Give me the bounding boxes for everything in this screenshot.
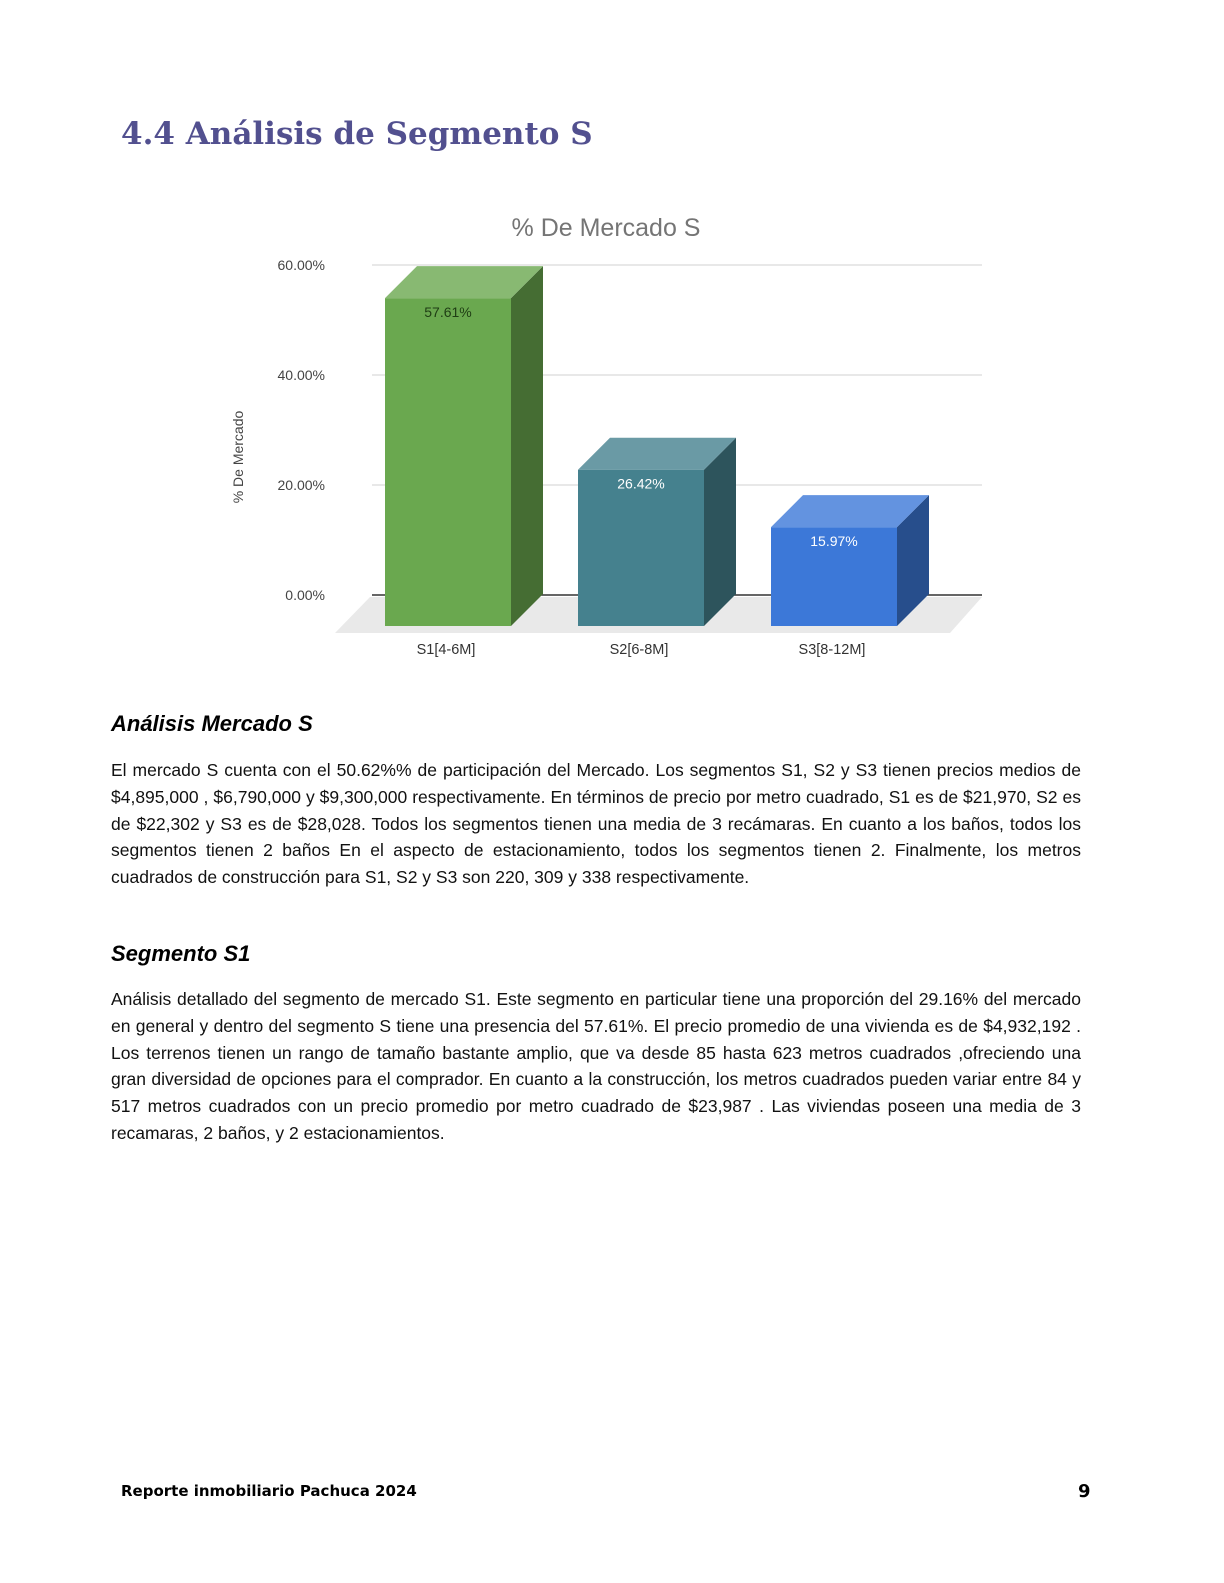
paragraph-segmento-s1: Análisis detallado del segmento de mercado S1. Este segmento en particular tiene una proporción del 29.16% del mercado en general y dentro del segmento S tiene una presencia del 57.61%. El precio promedio de una vivienda es de $4,932,192 . Los terrenos tienen un rango de tamaño bastante amplio, que va desde 85 hasta 623 metros cuadrados ,ofreciendo una gran diversidad de opciones para el comprador. En cuanto a la construcción, los metros cuadrados pueden variar entre 84 y 517 metros cuadrados con un precio promedio por metro cuadrado de $23,987 . Las viviendas poseen una media de 3 recamaras, 2 baños, y 2 estacionamientos.: [111, 989, 1081, 1143]
section-title-segmento-s1: Segmento S1: [111, 941, 251, 966]
bar-front: [578, 470, 704, 626]
bar-side: [704, 438, 736, 626]
footer-report-title: Reporte inmobiliario Pachuca 2024: [121, 1482, 417, 1500]
market-share-chart: [220, 195, 1010, 675]
bar-value-label: 57.61%: [424, 304, 472, 321]
bar-3: [771, 495, 929, 626]
bar-value-label: 26.42%: [617, 475, 665, 492]
footer-page-number: 9: [1078, 1481, 1091, 1502]
y-tick-label: 40.00%: [277, 367, 325, 383]
chart-y-axis-label: % De Mercado: [230, 410, 246, 504]
bar-value-label: 15.97%: [810, 533, 858, 550]
bar-side: [511, 266, 543, 626]
x-category-label: S2[6-8M]: [609, 642, 669, 658]
chart-title: % De Mercado S: [511, 214, 701, 242]
x-category-label: S3[8-12M]: [798, 642, 866, 658]
y-tick-label: 20.00%: [277, 477, 325, 493]
chart-svg: [220, 195, 1010, 675]
page-heading: 4.4 Análisis de Segmento S: [121, 116, 593, 152]
paragraph-analisis-mercado: El mercado S cuenta con el 50.62%% de participación del Mercado. Los segmentos S1, S2 y S3 tienen precios medios de $4,895,000 , $6,790,000 y $9,300,000 respectivamente. En términos de precio por metro cuadrado, S1 es de $21,970, S2 es de $22,302 y S3 es de $28,028. Todos los segmentos tienen una media de 3 recámaras. En cuanto a los baños, todos los segmentos tienen 2 baños En el aspecto de estacionamiento, todos los segmentos tienen 2. Finalmente, los metros cuadrados de construcción para S1, S2 y S3 son 220, 309 y 338 respectivamente.: [111, 760, 1081, 888]
y-tick-label: 0.00%: [285, 587, 325, 603]
bar-front: [385, 298, 511, 626]
bar-2: [578, 438, 736, 626]
y-tick-label: 60.00%: [277, 257, 325, 273]
x-category-label: S1[4-6M]: [416, 642, 476, 658]
section-title-analisis-mercado: Análisis Mercado S: [111, 711, 313, 736]
